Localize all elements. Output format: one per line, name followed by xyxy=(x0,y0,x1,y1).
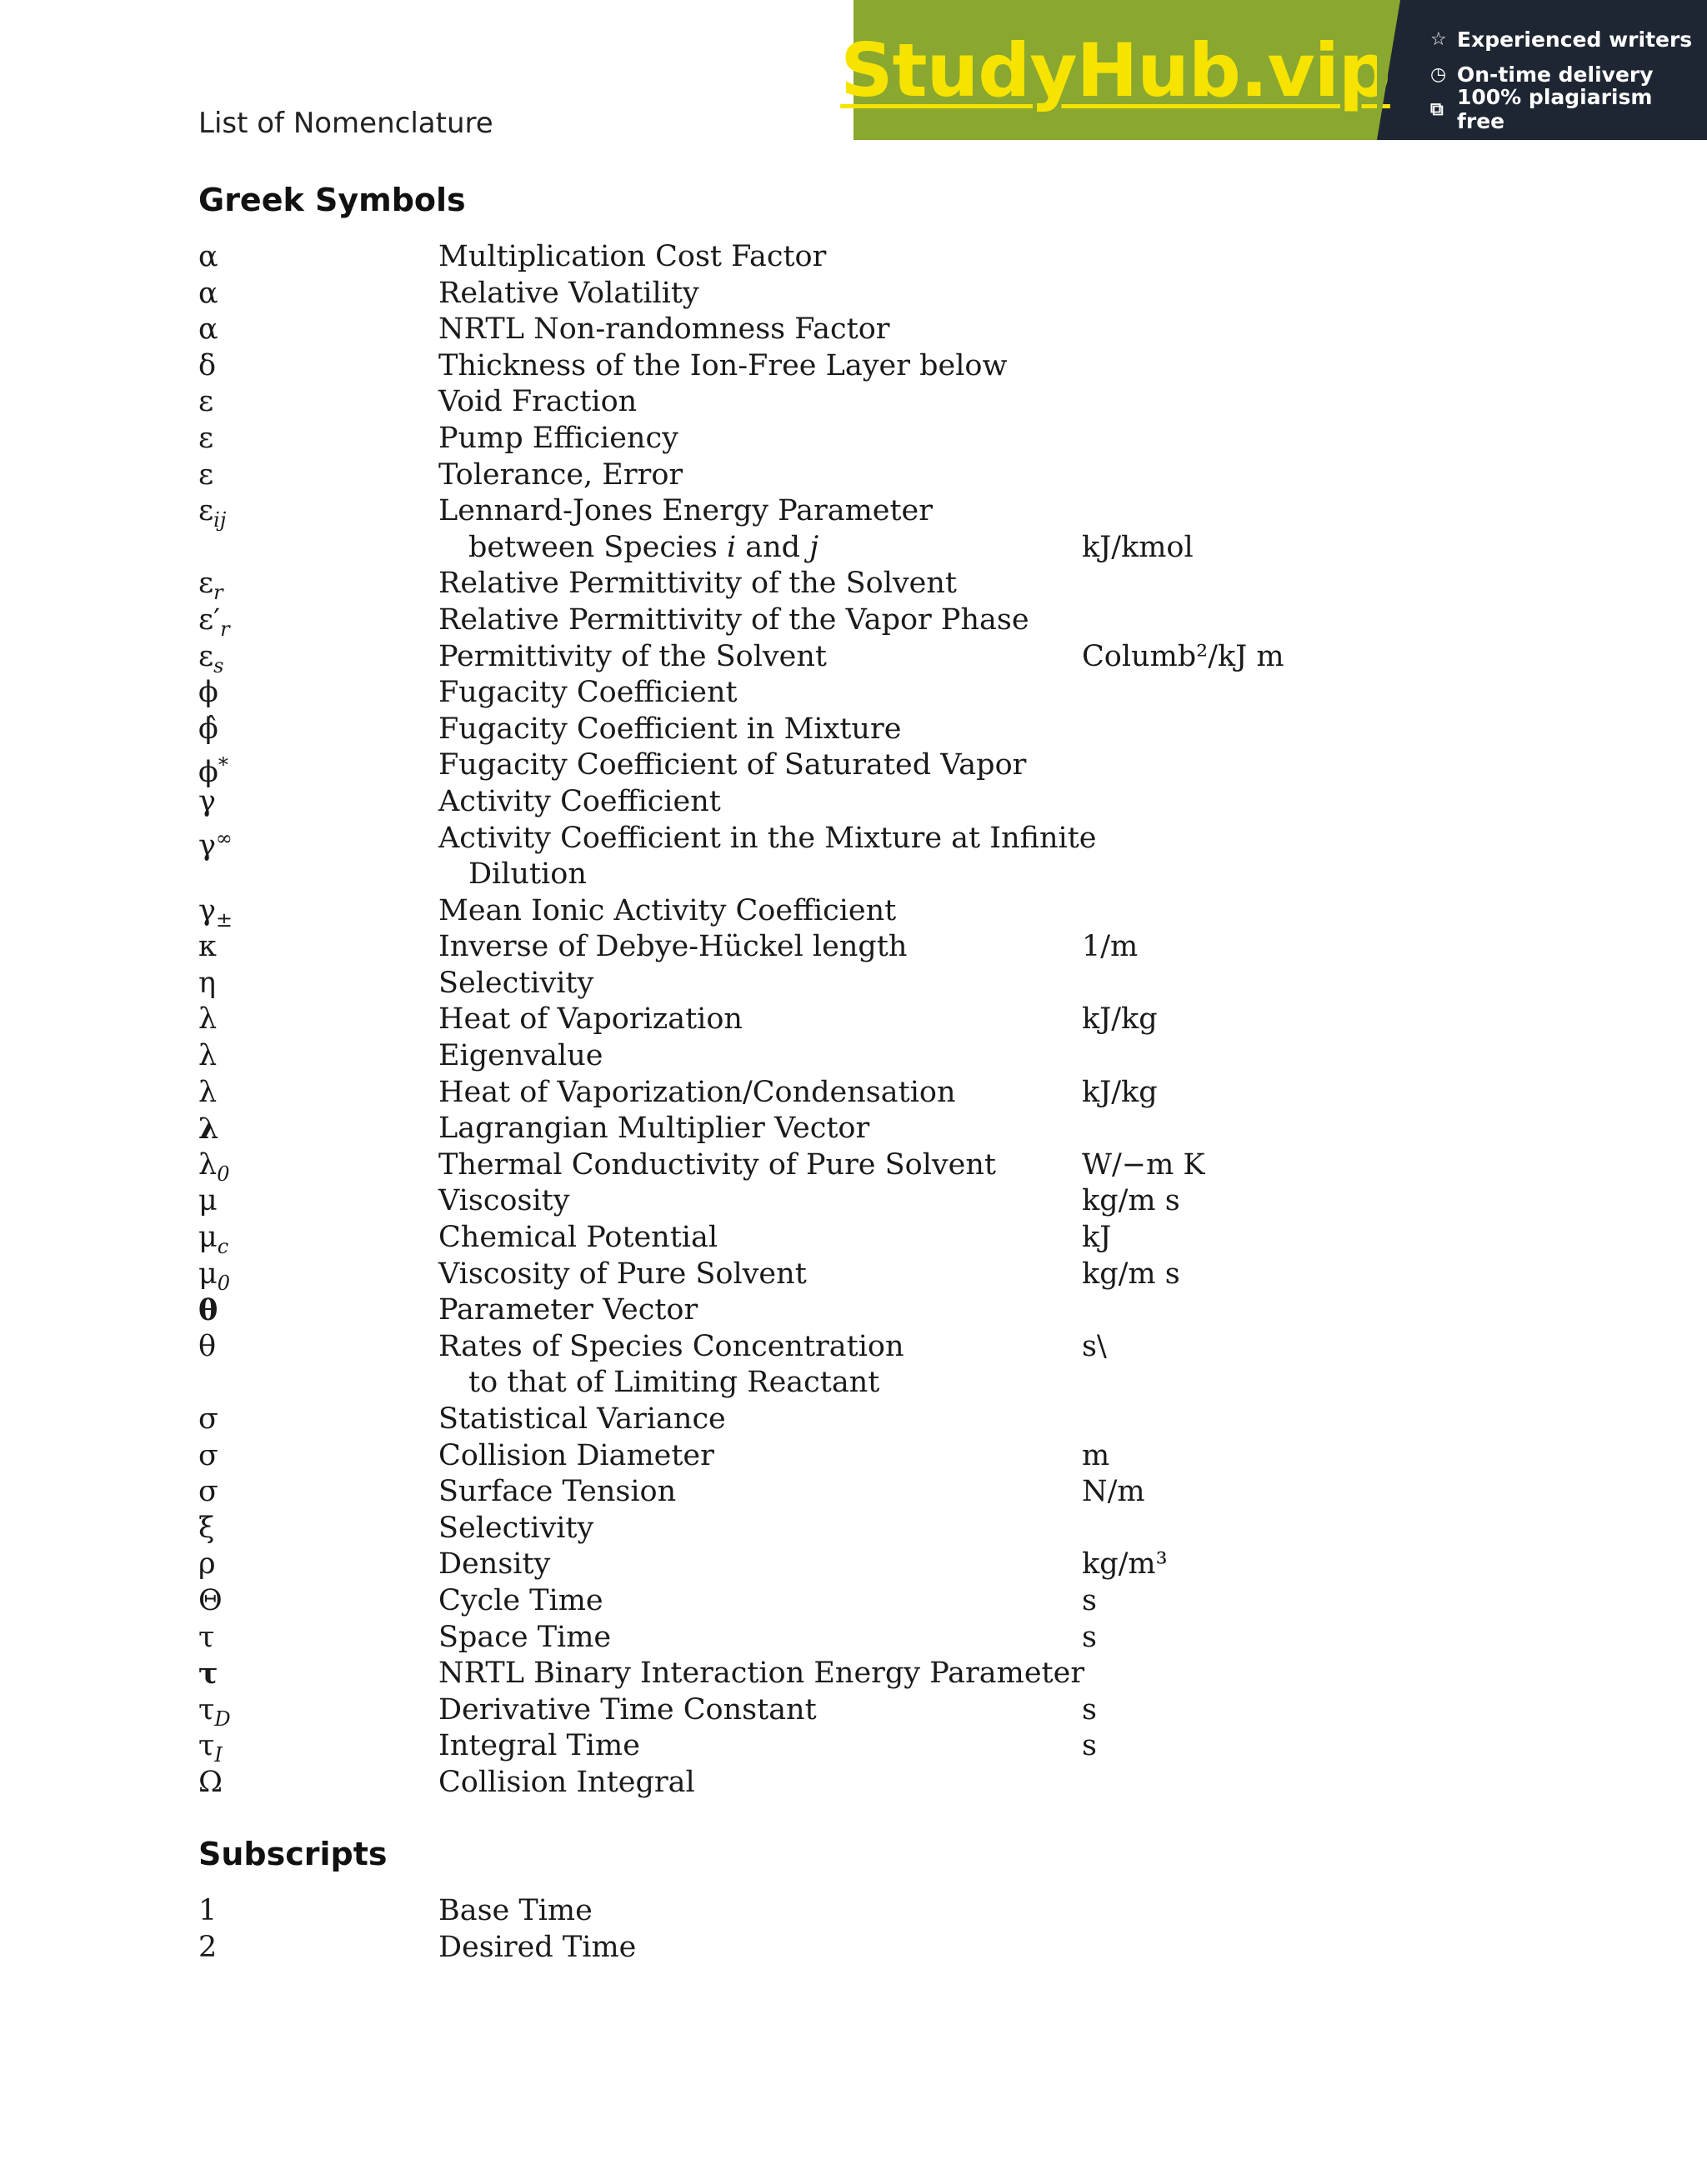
symbol-base: κ xyxy=(198,930,217,964)
nomenclature-row xyxy=(0,384,1707,421)
symbol xyxy=(198,929,217,966)
description: Dilution xyxy=(468,857,587,892)
symbol xyxy=(198,348,216,385)
symbol-base: τ xyxy=(198,1692,215,1727)
nomenclature-row xyxy=(0,747,1707,790)
symbol-base: γ xyxy=(198,784,216,818)
unit: kg/m s xyxy=(1082,1184,1180,1218)
description: Void Fraction xyxy=(438,385,638,419)
nomenclature-row xyxy=(0,1474,1707,1511)
unit: N/m xyxy=(1082,1475,1145,1509)
nomenclature-row xyxy=(0,421,1707,457)
symbol xyxy=(198,1075,217,1112)
unit: kJ/kmol xyxy=(1082,530,1194,564)
unit: kJ/kg xyxy=(1082,1002,1158,1037)
description: Cycle Time xyxy=(438,1583,603,1617)
feature-item xyxy=(1430,22,1707,57)
description: Heat of Vaporization/Condensation xyxy=(438,1075,956,1109)
nomenclature-row xyxy=(0,1511,1707,1547)
feature-item xyxy=(1430,85,1707,133)
symbol xyxy=(198,1183,218,1220)
description: Chemical Potential xyxy=(438,1221,718,1255)
description: Surface Tension xyxy=(438,1475,677,1509)
symbol-base: γ xyxy=(198,893,216,927)
nomenclature-row xyxy=(0,457,1707,494)
symbol xyxy=(198,1620,214,1657)
description: Collision Diameter xyxy=(438,1438,714,1472)
symbol-base: θ xyxy=(198,1329,217,1363)
nomenclature-row xyxy=(0,276,1707,312)
symbol xyxy=(198,312,218,348)
symbol xyxy=(198,966,216,1002)
nomenclature-row xyxy=(0,1893,1707,1930)
description: NRTL Binary Interaction Energy Parameter xyxy=(438,1657,1085,1691)
unit: s xyxy=(1082,1729,1097,1763)
symbol-base: τ xyxy=(198,1729,215,1763)
nomenclature-row xyxy=(0,893,1707,930)
symbol-base: ε′ xyxy=(198,602,221,637)
nomenclature-row xyxy=(0,312,1707,348)
copy-icon: ⧉ xyxy=(1430,98,1444,120)
description: Permittivity of the Solvent xyxy=(438,639,827,673)
nomenclature-row xyxy=(0,1765,1707,1802)
symbol xyxy=(198,276,218,312)
nomenclature-row xyxy=(0,1002,1707,1038)
symbol-subscript: r xyxy=(220,617,230,641)
symbol-base: σ xyxy=(198,1402,218,1436)
symbol-subscript: 0 xyxy=(217,1271,231,1295)
nomenclature-row xyxy=(0,1620,1707,1657)
symbol-base: ε xyxy=(198,457,214,492)
symbol-base: Θ xyxy=(198,1583,223,1617)
nomenclature-row xyxy=(0,239,1707,276)
nomenclature-row xyxy=(0,1183,1707,1220)
description: Desired Time xyxy=(438,1930,637,1964)
description: Selectivity xyxy=(438,1511,594,1545)
nomenclature-row xyxy=(0,1075,1707,1112)
unit: m xyxy=(1082,1438,1110,1472)
feature-label: Experienced writers xyxy=(1457,27,1693,52)
symbol-base: ρ xyxy=(198,1547,216,1582)
symbol-base: α xyxy=(198,276,218,310)
unit: s xyxy=(1082,1692,1097,1727)
symbol-subscript: ± xyxy=(215,907,233,932)
nomenclature-row xyxy=(0,1329,1707,1366)
description: Collision Integral xyxy=(438,1765,695,1799)
description: Base Time xyxy=(438,1894,593,1927)
description: between Species i and j xyxy=(468,530,819,564)
description: Relative Volatility xyxy=(438,276,699,310)
symbol xyxy=(198,239,218,276)
feature-label: On-time delivery xyxy=(1457,62,1654,87)
unit: 1/m xyxy=(1082,930,1139,964)
unit: kJ/kg xyxy=(1082,1075,1158,1109)
symbol-subscript: r xyxy=(213,581,223,605)
description: Relative Permittivity of the Solvent xyxy=(438,567,957,601)
symbol-base: η xyxy=(198,966,216,1000)
description: Density xyxy=(438,1547,551,1582)
symbol-base: θ xyxy=(198,1293,218,1328)
description: Tolerance, Error xyxy=(438,457,683,492)
nomenclature-row xyxy=(0,1583,1707,1620)
symbol-base: ε xyxy=(198,385,214,419)
symbol-base: λ xyxy=(198,1112,219,1147)
greek-symbols-heading: Greek Symbols xyxy=(198,182,466,218)
symbol xyxy=(198,1930,217,1967)
promo-banner[interactable] xyxy=(840,0,1707,140)
symbol xyxy=(198,1583,223,1620)
nomenclature-row xyxy=(0,602,1707,639)
symbol xyxy=(198,1547,216,1583)
nomenclature-row xyxy=(0,1930,1707,1967)
symbol-base: ε xyxy=(198,421,214,455)
subscripts-heading: Subscripts xyxy=(198,1836,388,1872)
symbol xyxy=(198,1893,217,1930)
description: Rates of Species Concentration xyxy=(438,1329,904,1363)
symbol-subscript: c xyxy=(217,1235,229,1259)
symbol-subscript: D xyxy=(214,1707,231,1731)
description: Integral Time xyxy=(438,1729,640,1763)
feature-list xyxy=(1377,0,1707,140)
nomenclature-row xyxy=(0,1692,1707,1729)
unit: kg/m s xyxy=(1082,1257,1180,1291)
symbol xyxy=(198,1329,216,1366)
running-head: List of Nomenclature xyxy=(198,107,493,140)
description: Viscosity xyxy=(438,1184,570,1218)
subscripts-list xyxy=(0,1893,1707,1966)
symbol-base: ϕ̂ xyxy=(198,712,218,746)
nomenclature-row xyxy=(0,1257,1707,1293)
description: Selectivity xyxy=(438,966,594,1000)
nomenclature-row xyxy=(0,1292,1707,1329)
description: Lagrangian Multiplier Vector xyxy=(438,1112,870,1146)
greek-symbols-list xyxy=(0,239,1707,1802)
unit: W/−m K xyxy=(1082,1147,1205,1182)
symbol-base: ε xyxy=(198,639,214,673)
symbol-base: 2 xyxy=(198,1930,218,1964)
symbol xyxy=(198,1402,218,1438)
feature-label: 100% plagiarism free xyxy=(1456,85,1653,133)
description: Inverse of Debye-Hückel length xyxy=(438,930,908,964)
nomenclature-row xyxy=(0,1147,1707,1184)
unit: s xyxy=(1082,1620,1097,1654)
symbol xyxy=(198,457,213,494)
symbol-base: α xyxy=(198,240,218,273)
description: Activity Coefficient in the Mixture at Infinite xyxy=(438,821,1097,855)
symbol xyxy=(198,1002,217,1038)
description: Relative Permittivity of the Vapor Phase xyxy=(438,602,1029,637)
unit: s\ xyxy=(1082,1329,1107,1363)
unit: kJ xyxy=(1082,1221,1112,1255)
nomenclature-row xyxy=(0,857,1707,893)
unit: s xyxy=(1082,1583,1097,1617)
symbol-subscript: 0 xyxy=(217,1162,230,1186)
symbol-base: γ xyxy=(198,828,216,862)
unit: kg/m³ xyxy=(1082,1547,1168,1582)
symbol-base: λ xyxy=(198,1002,218,1037)
nomenclature-row xyxy=(0,1728,1707,1765)
description: Derivative Time Constant xyxy=(438,1692,817,1727)
symbol-base: σ xyxy=(198,1475,218,1509)
clock-icon: ◷ xyxy=(1430,63,1447,85)
symbol-base: μ xyxy=(198,1184,218,1218)
symbol-base: δ xyxy=(198,348,217,382)
symbol-base: σ xyxy=(198,1438,218,1472)
symbol xyxy=(198,1765,223,1802)
symbol-base: Ω xyxy=(198,1765,223,1799)
description: Thickness of the Ion-Free Layer below xyxy=(438,348,1008,382)
nomenclature-row xyxy=(0,1220,1707,1257)
symbol-base: μ xyxy=(198,1257,218,1291)
symbol-superscript: * xyxy=(218,753,228,777)
description: Parameter Vector xyxy=(438,1293,698,1327)
nomenclature-row xyxy=(0,1438,1707,1475)
symbol xyxy=(198,1511,214,1547)
description: Fugacity Coefficient in Mixture xyxy=(438,712,902,746)
nomenclature-row xyxy=(0,929,1707,966)
symbol-base: ϕ xyxy=(198,676,218,710)
symbol-subscript: s xyxy=(213,653,224,677)
nomenclature-row xyxy=(0,966,1707,1002)
symbol-base: α xyxy=(198,312,218,347)
symbol-subscript: I xyxy=(214,1743,223,1767)
symbol-superscript: ∞ xyxy=(215,826,233,850)
description: Activity Coefficient xyxy=(438,784,721,818)
symbol-base: τ xyxy=(198,1657,218,1692)
symbol xyxy=(198,421,213,457)
star-icon: ☆ xyxy=(1430,28,1447,50)
description: Fugacity Coefficient xyxy=(438,676,738,710)
description: Mean Ionic Activity Coefficient xyxy=(438,893,897,927)
description: Multiplication Cost Factor xyxy=(438,240,827,273)
description: Eigenvalue xyxy=(438,1039,603,1073)
logo-text: StudyHub.vip xyxy=(840,27,1390,113)
description: to that of Limiting Reactant xyxy=(468,1366,880,1400)
symbol xyxy=(198,675,218,712)
nomenclature-row xyxy=(0,493,1707,530)
symbol-base: λ xyxy=(198,1075,218,1109)
nomenclature-row xyxy=(0,1656,1707,1692)
description: Thermal Conductivity of Pure Solvent xyxy=(438,1147,996,1182)
nomenclature-row xyxy=(0,1365,1707,1402)
symbol xyxy=(198,712,218,748)
description: Space Time xyxy=(438,1620,612,1654)
nomenclature-row xyxy=(0,530,1707,567)
description: Fugacity Coefficient of Saturated Vapor xyxy=(438,748,1027,782)
unit: Columb²/kJ m xyxy=(1082,639,1284,673)
nomenclature-row xyxy=(0,1547,1707,1583)
symbol xyxy=(198,384,213,421)
symbol-base: μ xyxy=(198,1221,218,1255)
nomenclature-row xyxy=(0,1038,1707,1075)
symbol-base: ϕ xyxy=(198,756,218,790)
symbol xyxy=(198,1656,218,1692)
symbol-base: ξ xyxy=(198,1511,215,1545)
symbol xyxy=(198,1038,217,1075)
nomenclature-row xyxy=(0,1402,1707,1438)
nomenclature-row xyxy=(0,639,1707,676)
description: Statistical Variance xyxy=(438,1402,726,1436)
nomenclature-row xyxy=(0,566,1707,605)
symbol xyxy=(198,1111,219,1147)
symbol-subscript: ij xyxy=(213,508,227,532)
nomenclature-row xyxy=(0,1111,1707,1147)
symbol-base: 1 xyxy=(198,1894,218,1927)
nomenclature-row xyxy=(0,821,1707,862)
description: Lennard-Jones Energy Parameter xyxy=(438,494,934,528)
symbol xyxy=(198,1438,218,1475)
symbol-base: λ xyxy=(198,1147,218,1182)
nomenclature-row xyxy=(0,784,1707,821)
symbol-base: λ xyxy=(198,1039,218,1073)
symbol-base: ε xyxy=(198,567,214,601)
site-logo[interactable] xyxy=(840,0,1390,140)
description: Heat of Vaporization xyxy=(438,1002,743,1037)
nomenclature-row xyxy=(0,675,1707,712)
nomenclature-row xyxy=(0,348,1707,385)
symbol xyxy=(198,1292,218,1329)
symbol xyxy=(198,784,216,821)
symbol xyxy=(198,1474,218,1511)
nomenclature-row xyxy=(0,712,1707,748)
description: NRTL Non-randomness Factor xyxy=(438,312,890,347)
description: Viscosity of Pure Solvent xyxy=(438,1257,807,1291)
symbol-base: τ xyxy=(198,1620,215,1654)
symbol-base: ε xyxy=(198,494,214,528)
description: Pump Efficiency xyxy=(438,421,678,455)
